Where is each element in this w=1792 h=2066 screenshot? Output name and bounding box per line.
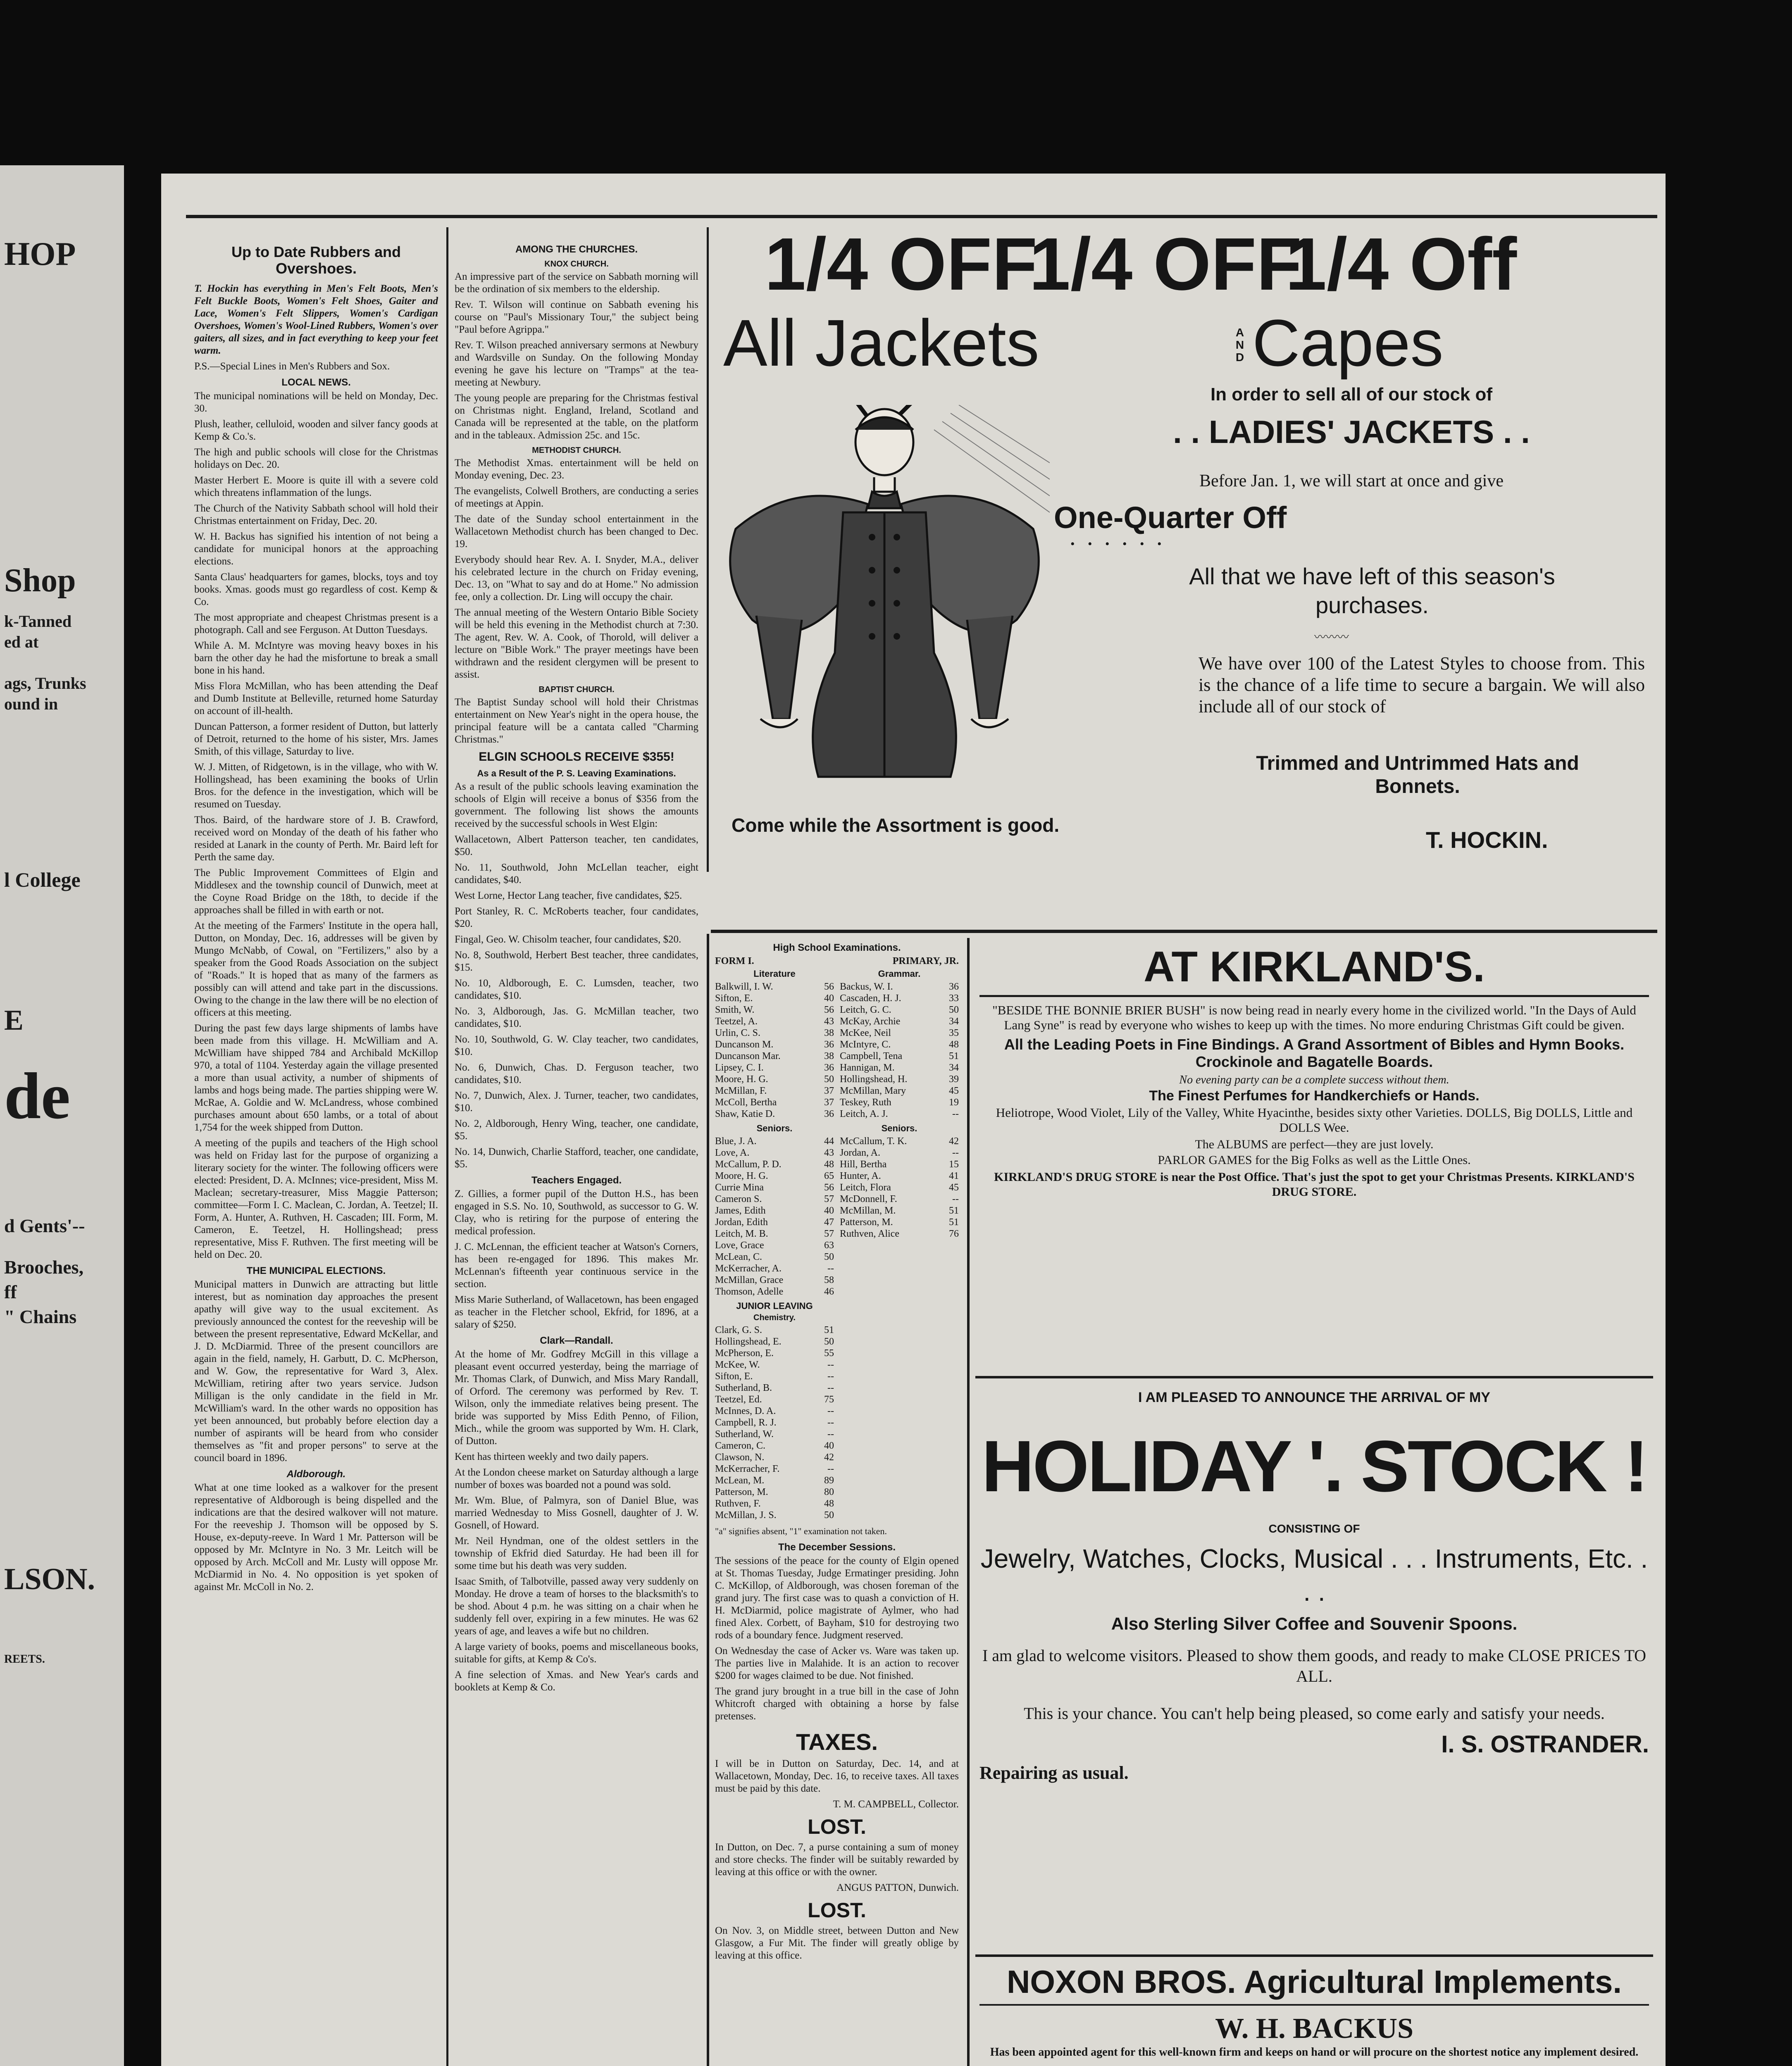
sell-line: In order to sell all of our stock of bbox=[1210, 384, 1493, 405]
kirkland-para-3: No evening party can be a complete success without them. bbox=[1179, 1073, 1449, 1086]
methodist-title: METHODIST CHURCH. bbox=[532, 446, 621, 455]
table-row: Moore, H. G. 50 bbox=[715, 1074, 834, 1085]
before-jan: Before Jan. 1, we will start at once and give bbox=[1199, 471, 1504, 490]
column-rule-3 bbox=[707, 934, 709, 2066]
elgin-para-10: No. 6, Dunwich, Chas. D. Ferguson teacher, two candidates, $10. bbox=[455, 1062, 698, 1085]
table-row: Leitch, G. C. 50 bbox=[840, 1004, 959, 1015]
elgin-title: ELGIN SCHOOLS RECEIVE $355! bbox=[479, 750, 674, 764]
table-row: Leitch, M. B. 57 bbox=[715, 1228, 834, 1239]
kirkland-para-4: The Finest Perfumes for Handkerchiefs or Hands. bbox=[1149, 1088, 1480, 1104]
grammar-title: Grammar. bbox=[878, 969, 921, 979]
kirkland-para-1: "BESIDE THE BONNIE BRIER BUSH" is now being read in nearly every home in the civilized world. "In the Days of Auld Lang Syne" is read by everyone who wishes to keep up with the times. No more enduring Christmas Gift could be given. bbox=[992, 1003, 1636, 1032]
kirkland-para-6: The ALBUMS are perfect—they are just lovely. bbox=[1195, 1138, 1434, 1151]
taxes-title: TAXES. bbox=[796, 1729, 878, 1755]
table-row: McCallum, T. K. 42 bbox=[840, 1136, 959, 1147]
elgin-para-3: West Lorne, Hector Lang teacher, five candidates, $25. bbox=[455, 890, 682, 901]
left-fragment-10: Brooches, bbox=[4, 1257, 84, 1278]
table-row: McKee, Neil 35 bbox=[840, 1028, 959, 1038]
table-row: Hollingshead, H. 39 bbox=[840, 1074, 959, 1085]
left-fragment-5: ound in bbox=[4, 695, 58, 713]
ladies-jackets: . . LADIES' JACKETS . . bbox=[1173, 414, 1530, 450]
column-rule-4 bbox=[967, 938, 970, 2066]
kirkland-bottom-rule bbox=[975, 1376, 1653, 1378]
table-row: McCallum, P. D. 48 bbox=[715, 1159, 834, 1170]
table-row: Lipsey, C. I. 36 bbox=[715, 1062, 834, 1073]
teachers-para-2: Miss Marie Sutherland, of Wallacetown, has been engaged as teacher in the Fletcher school, Ekfrid, for 1896, at a salary of $250. bbox=[455, 1294, 698, 1330]
local-news-para-5: W. H. Backus has signified his intention of not being a candidate for municipal honors at the approaching elections. bbox=[194, 531, 438, 567]
table-row: McColl, Bertha 37 bbox=[715, 1097, 834, 1108]
clark-para-0: At the home of Mr. Godfrey McGill in this village a pleasant event occurred yesterday, being the marriage of Mr. Thomas Clark, of Dunwich, and Miss Mary Randall, of Orford. The ceremony was performed by Rev. T. Wilson, only the immediate relatives being present. The bride was supported by Miss Edith Penno, of Filion, Mich., while the groom was supported by Wm. H. Clark, of Dutton. bbox=[455, 1349, 698, 1447]
table-row: Hollingshead, E. 50 bbox=[715, 1336, 834, 1347]
clark-para-4: Mr. Neil Hyndman, one of the oldest settlers in the township of Ekfrid died Saturday. He had been ill for some time but his death was very sudden. bbox=[455, 1535, 698, 1571]
noxon-title: NOXON BROS. Agricultural Implements. bbox=[1006, 1964, 1622, 2000]
hockin-signature: T. HOCKIN. bbox=[1426, 827, 1548, 853]
table-row: Campbell, R. J. -- bbox=[715, 1417, 834, 1428]
table-row: James, Edith 40 bbox=[715, 1205, 834, 1216]
top-rule bbox=[186, 215, 1657, 218]
local-news-para-7: The most appropriate and cheapest Christmas present is a photograph. Call and see Ferguson. At Dutton Tuesdays. bbox=[194, 612, 438, 636]
chemistry-title: Chemistry. bbox=[753, 1313, 796, 1322]
knox-para-1: Rev. T. Wilson will continue on Sabbath evening his course on "Paul's Missionary Tour," the subject being "Paul before Agrippa." bbox=[455, 299, 698, 335]
local-news-para-9: Miss Flora McMillan, who has been attending the Deaf and Dumb Institute at Belleville, returned home Saturday on account of ill-health. bbox=[194, 681, 438, 716]
municipal-para-0: Municipal matters in Dunwich are attracting but little interest, but as nomination day approaches the present apathy will give way to the usual excitement. As previously announced the contest for the reeveship will be between the present representative, Edward McKellar, and J. D. McDiarmid. Three of the present councillors are again in the field, namely, H. Garbutt, D. C. McPherson, and W. Gow, the representative for Ward 3, Alex. McWilliam, retiring after two years service. Judson Milligan is the only candidate in the field in Mr. McWilliam's ward. In the other wards no opposition has yet been announced, but probably before election day a number of aspirants will be heard from who consider themselves as "fit and proper persons" to serve at the council board in 1896. bbox=[194, 1279, 438, 1464]
local-news-para-12: Thos. Baird, of the hardware store of J. B. Crawford, received word on Monday of the death of his father who resided at Lanark in the county of Perth. Mr. Baird left for Perth the same day. bbox=[194, 814, 438, 863]
table-row: McLean, C. 50 bbox=[715, 1252, 834, 1262]
table-row: McMillan, Mary 45 bbox=[840, 1085, 959, 1096]
table-row: McPherson, E. 55 bbox=[715, 1348, 834, 1359]
elgin-para-9: No. 10, Southwold, G. W. Clay teacher, two candidates, $10. bbox=[455, 1034, 698, 1057]
table-row: McKerracher, A. -- bbox=[715, 1263, 834, 1274]
local-news-para-11: W. J. Mitten, of Ridgetown, is in the village, who with W. Hollingshead, has been examining the books of Urlin Bros. for the defence in the investigation, which will be resumed on Tuesday. bbox=[194, 762, 438, 810]
local-news-para-15: During the past few days large shipments of lambs have been made from this village. H. McWilliam and A. McWilliam have shipped 784 and Archibald McKillop 970, a total of 1104. Yesterday again the village presented a more than usual activity, a number of shipments of lambs and hogs being made. The parties shipping were W. McRae, A. Goldie and W. McLandress, whose combined purchases amount about 650 lambs, or a total of about 1,754 for the week shipped from Dutton. bbox=[194, 1023, 438, 1133]
kirkland-para-5: Heliotrope, Wood Violet, Lily of the Valley, White Hyacinthe, besides sixty other Varieties. DOLLS, Big DOLLS, Little and DOLLS Wee. bbox=[996, 1105, 1633, 1135]
aldborough-title: Aldborough. bbox=[286, 1469, 346, 1480]
quarter-off-3: 1/4 Off bbox=[1285, 223, 1517, 306]
table-row: Patterson, M. 51 bbox=[840, 1217, 959, 1228]
table-row: Backus, W. I. 36 bbox=[840, 981, 959, 992]
kirkland-para-8: KIRKLAND'S DRUG STORE is near the Post Office. That's just the spot to get your Christmas Presents. KIRKLAND'S DRUG STORE. bbox=[994, 1170, 1635, 1199]
table-row: Jordan, Edith 47 bbox=[715, 1217, 834, 1228]
kirkland-title: AT KIRKLAND'S. bbox=[1144, 943, 1485, 991]
local-news-para-4: The Church of the Nativity Sabbath school will hold their Christmas entertainment on Friday, Dec. 20. bbox=[194, 503, 438, 526]
lost-1-text: In Dutton, on Dec. 7, a purse containing a sum of money and store checks. The finder will be suitably rewarded by leaving at this office or with the owner. bbox=[715, 1842, 959, 1878]
elgin-para-13: No. 14, Dunwich, Charlie Stafford, teacher, one candidate, $5. bbox=[455, 1146, 698, 1170]
local-news-para-1: Plush, leather, celluloid, wooden and silver fancy goods at Kemp & Co.'s. bbox=[194, 419, 438, 442]
table-row: Jordan, A. -- bbox=[840, 1147, 959, 1158]
clark-para-6: A large variety of books, poems and miscellaneous books, suitable for gifts, at Kemp & Co's. bbox=[455, 1641, 698, 1665]
methodist-para-0: The Methodist Xmas. entertainment will be held on Monday evening, Dec. 23. bbox=[455, 457, 698, 481]
table-row: Blue, J. A. 44 bbox=[715, 1136, 834, 1147]
table-row: Sutherland, W. -- bbox=[715, 1429, 834, 1440]
column-2 bbox=[455, 240, 698, 2066]
table-row: Love, A. 43 bbox=[715, 1147, 834, 1158]
lost-2-title: LOST. bbox=[808, 1899, 866, 1922]
table-row: Leitch, A. J. -- bbox=[840, 1109, 959, 1119]
junior-leaving-title: JUNIOR LEAVING bbox=[736, 1301, 813, 1311]
holiday-chance: This is your chance. You can't help being pleased, so come early and satisfy your needs. bbox=[1024, 1704, 1605, 1723]
methodist-para-1: The evangelists, Colwell Brothers, are conducting a series of meetings at Appin. bbox=[455, 486, 698, 509]
noxon-appointed: Has been appointed agent for this well-known firm and keeps on hand or will procure on the shortest notice any implement desired. bbox=[990, 2046, 1639, 2059]
holiday-jewelry: Jewelry, Watches, Clocks, Musical . . . Instruments, Etc. . . . bbox=[980, 1544, 1648, 1607]
table-row: Campbell, Tena 51 bbox=[840, 1051, 959, 1062]
table-row: McLean, M. 89 bbox=[715, 1475, 834, 1486]
elgin-para-8: No. 3, Aldborough, Jas. G. McMillan teacher, two candidates, $10. bbox=[455, 1006, 698, 1029]
column-rule-2 bbox=[707, 227, 709, 872]
kirkland-ad bbox=[979, 942, 1649, 1376]
left-fragment-2: k-Tanned bbox=[4, 612, 72, 631]
elgin-para-11: No. 7, Dunwich, Alex. J. Turner, teacher, two candidates, $10. bbox=[455, 1090, 698, 1114]
knox-para-0: An impressive part of the service on Sabbath morning will be the ordination of six members to the eldership. bbox=[455, 271, 698, 295]
kirkland-divider bbox=[979, 995, 1649, 997]
we-have: We have over 100 of the Latest Styles to choose from. This is the chance of a life time to secure a bargain. We will also include all of our stock of bbox=[1199, 653, 1645, 716]
elgin-para-12: No. 2, Aldborough, Henry Wing, teacher, one candidate, $5. bbox=[455, 1118, 698, 1142]
literature-title: Literature bbox=[753, 969, 796, 979]
local-news-para-0: The municipal nominations will be held on Monday, Dec. 30. bbox=[194, 390, 438, 414]
table-row: Ruthven, F. 48 bbox=[715, 1498, 834, 1509]
table-row: Leitch, Flora 45 bbox=[840, 1182, 959, 1193]
elgin-para-7: No. 10, Aldborough, E. C. Lumsden, teacher, two candidates, $10. bbox=[455, 978, 698, 1001]
table-row: Teetzel, A. 43 bbox=[715, 1016, 834, 1027]
seniors-title: Seniors. bbox=[756, 1123, 793, 1133]
jackets-ad bbox=[715, 223, 1649, 926]
holiday-stock-ad bbox=[979, 1388, 1649, 1946]
quarter-off-2: 1/4 OFF bbox=[1029, 223, 1302, 306]
left-fragment-0: HOP bbox=[4, 236, 76, 272]
table-row: McKee, W. -- bbox=[715, 1359, 834, 1370]
sessions-para-2: The grand jury brought in a true bill in the case of John Whitcroft charged with obtaining a horse by false pretenses. bbox=[715, 1686, 959, 1722]
baptist-text: The Baptist Sunday school will hold their Christmas entertainment on New Year's night in the opera house, the principal feature will be a cantata called "Charming Christmas." bbox=[455, 697, 698, 745]
come-while: Come while the Assortment is good. bbox=[732, 814, 1060, 836]
backus-name: W. H. BACKUS bbox=[1215, 2013, 1413, 2045]
one-quarter-off: One-Quarter Off bbox=[1054, 500, 1287, 535]
left-fragment-12: " Chains bbox=[4, 1306, 77, 1327]
table-row: Urlin, C. S. 38 bbox=[715, 1028, 834, 1038]
holiday-welcome: I am glad to welcome visitors. Pleased to show them goods, and ready to make CLOSE PRICES TO ALL. bbox=[982, 1646, 1647, 1685]
local-news-para-16: A meeting of the pupils and teachers of the High school was held on Friday last for the purpose of organizing a literary society for the winter. The following officers were elected: President, D. A. McInnes; vice-president, Miss M. Maclean; secretary-treasurer, Miss Maggie Patterson; committee—Form I. C. Maclean, C. Jordan, A. Teetzel; II. Form, A. Hunter, A. Ruthven, H. Cascaden; III. Form, M. Cameron, E. Teetzel, H. Hollingshead; press representative, Miss F. Ruthven. The first meeting will be held on Dec. 20. bbox=[194, 1138, 438, 1260]
table-row: Patterson, M. 80 bbox=[715, 1487, 834, 1497]
sessions-title: The December Sessions. bbox=[778, 1542, 896, 1553]
ostrander-signature: I. S. OSTRANDER. bbox=[1441, 1731, 1649, 1758]
clark-para-2: At the London cheese market on Saturday although a large number of boxes was boarded not a pound was sold. bbox=[455, 1467, 698, 1490]
local-news-para-13: The Public Improvement Committees of Elgin and Middlesex and the township council of Dunwich, meet at the Coyne Road Bridge on the 18th, to decide if the approaches shall be filled in with earth or not. bbox=[194, 867, 438, 916]
elgin-para-4: Port Stanley, R. C. McRoberts teacher, four candidates, $20. bbox=[455, 906, 698, 929]
form-one-label: FORM I. bbox=[715, 956, 754, 966]
methodist-para-3: Everybody should hear Rev. A. I. Snyder, M.A., deliver his celebrated lecture in the church on Friday evening, Dec. 13, on "What to say and do at Home." No admission fee, only a collection. Dr. Ling will occupy the chair. bbox=[455, 554, 698, 602]
table-row: McKerracher, F. -- bbox=[715, 1464, 834, 1474]
baptist-title: BAPTIST CHURCH. bbox=[539, 685, 615, 694]
aldborough-text: What at one time looked as a walkover for the present representative of Aldborough is being dispelled and the indications are that the desired walkover will not mature. For the reeveship J. Thomson will be opposed by S. House, ex-deputy-reeve. In Ward 1 Mr. Patterson will be opposed by Mr. McIntyre in No. 3 Mr. Leitch will be opposed by Arch. McColl and Mr. Lusty will oppose Mr. McDiarmid in No. 4. No opposition is yet spoken of against Mr. McColl in No. 2. bbox=[194, 1482, 438, 1592]
headline-and: AND bbox=[1235, 326, 1244, 364]
left-fragment-1: Shop bbox=[4, 562, 76, 599]
left-fragment-3: ed at bbox=[4, 633, 39, 651]
previous-page-edge bbox=[0, 165, 124, 2066]
teachers-para-1: J. C. McLennan, the efficient teacher at Watson's Corners, has been re-engaged for 1896. This makes Mr. McLennan's fifteenth year continuous service in the section. bbox=[455, 1241, 698, 1290]
left-fragment-7: E bbox=[4, 1004, 24, 1036]
kirkland-para-2: All the Leading Poets in Fine Bindings. A Grand Assortment of Bibles and Hymn Books. Crockinole and Bagatelle Boards. bbox=[1004, 1036, 1625, 1070]
holiday-repairing: Repairing as usual. bbox=[979, 1763, 1129, 1783]
headline-all-jackets: All Jackets bbox=[723, 306, 1039, 380]
sessions-para-0: The sessions of the peace for the county of Elgin opened at St. Thomas Tuesday, Judge Ermatinger presiding. John C. McKillop, of Aldborough, was chosen foreman of the grand jury. The first case was to quash a conviction of H. H. McDiarmid, police magistrate of Aylmer, who had fined Alex. Corbett, of Bayham, $10 for destroying two rods of a boundary fence. Judgment reserved. bbox=[715, 1555, 959, 1641]
holiday-headline: HOLIDAY '. STOCK ! bbox=[982, 1426, 1647, 1507]
clark-title: Clark—Randall. bbox=[540, 1335, 613, 1346]
local-news-para-3: Master Herbert E. Moore is quite ill with a severe cold which threatens inflammation of the lungs. bbox=[194, 475, 438, 498]
table-row: Duncanson M. 36 bbox=[715, 1039, 834, 1050]
table-row: Sutherland, B. -- bbox=[715, 1383, 834, 1393]
left-fragment-14: REETS. bbox=[4, 1653, 45, 1666]
methodist-para-4: The annual meeting of the Western Ontario Bible Society will be held this evening in the Methodist church at 7:30. The agent, Rev. W. A. Cook, of Thorold, will deliver a lecture on "Bible Work." The prayer meetings have been withdrawn and the resident clergymen will be present to assist. bbox=[455, 607, 698, 680]
taxes-text: I will be in Dutton on Saturday, Dec. 14, and at Wallacetown, Monday, Dec. 16, to receive taxes. All taxes must be paid by this date. bbox=[715, 1758, 959, 1794]
seniors2-title: Seniors. bbox=[881, 1123, 917, 1133]
elgin-sub: As a Result of the P. S. Leaving Examinations. bbox=[477, 768, 676, 778]
table-row: Balkwill, I. W. 56 bbox=[715, 981, 834, 992]
lost-1-title: LOST. bbox=[808, 1815, 866, 1838]
lost-2-text: On Nov. 3, on Middle street, between Dutton and New Glasgow, a Fur Mit. The finder will greatly oblige by leaving at this office. bbox=[715, 1925, 959, 1961]
rubbers-title: Up to Date Rubbers and Overshoes. bbox=[231, 244, 401, 277]
taxes-signature: T. M. CAMPBELL, Collector. bbox=[833, 1799, 959, 1810]
local-news-para-6: Santa Claus' headquarters for games, blocks, toys and toy books. Xmas. goods must go regardless of cost. Kemp & Co. bbox=[194, 571, 438, 607]
holiday-announce: I AM PLEASED TO ANNOUNCE THE ARRIVAL OF MY bbox=[1138, 1390, 1490, 1405]
clark-para-7: A fine selection of Xmas. and New Year's cards and booklets at Kemp & Co. bbox=[455, 1669, 698, 1693]
clark-para-3: Mr. Wm. Blue, of Palmyra, son of Daniel Blue, was married Wednesday to Miss Gosnell, daughter of J. W. Gosnell, of Howard. bbox=[455, 1495, 698, 1531]
clark-para-1: Kent has thirteen weekly and two daily papers. bbox=[455, 1451, 649, 1462]
table-row: Duncanson Mar. 38 bbox=[715, 1051, 834, 1062]
holiday-sterling: Also Sterling Silver Coffee and Souvenir Spoons. bbox=[1111, 1614, 1518, 1633]
table-row: McIntyre, C. 48 bbox=[840, 1039, 959, 1050]
table-row: Sifton, E. 40 bbox=[715, 993, 834, 1004]
holiday-bottom-rule bbox=[975, 1954, 1653, 1957]
left-fragment-9: d Gents'-- bbox=[4, 1215, 85, 1236]
lady-in-jacket-illustration bbox=[719, 405, 1050, 810]
knox-para-3: The young people are preparing for the Christmas festival on Christmas night. England, Ireland, Scotland and Canada will be represented at the table, on the platform and in the tableaux. Admission 25c. and 15c. bbox=[455, 393, 698, 441]
elgin-para-0: As a result of the public schools leaving examination the schools of Elgin will receive a bonus of $356 from the government. The following list shows the amounts received by the successful schools in West Elgin: bbox=[455, 781, 698, 829]
table-row: Cascaden, H. J. 33 bbox=[840, 993, 959, 1004]
holiday-consisting: CONSISTING OF bbox=[1268, 1522, 1360, 1535]
clark-para-5: Isaac Smith, of Talbotville, passed away very suddenly on Monday. He drove a team of horses to the blacksmith's to be shod. About 4 p.m. he was sitting on a chair when he suddenly fell over, expiring in a few minutes. He was 62 years of age, and leaves a wife but no children. bbox=[455, 1576, 698, 1637]
table-row: McInnes, D. A. -- bbox=[715, 1406, 834, 1416]
local-news-para-10: Duncan Patterson, a former resident of Dutton, but latterly of Detroit, returned to the home of his sister, Mrs. James Smith, of this village, Saturday to live. bbox=[194, 721, 438, 757]
lost-1-signature: ANGUS PATTON, Dunwich. bbox=[836, 1882, 959, 1893]
table-row: Cameron S. 57 bbox=[715, 1194, 834, 1204]
left-fragment-4: ags, Trunks bbox=[4, 674, 86, 693]
left-fragment-13: LSON. bbox=[4, 1562, 95, 1596]
table-row: Shaw, Katie D. 36 bbox=[715, 1109, 834, 1119]
local-news-para-8: While A. M. McIntyre was moving heavy boxes in his barn the other day he had the misfortune to break a small bone in his hand. bbox=[194, 640, 438, 676]
rubbers-ps: P.S.—Special Lines in Men's Rubbers and Sox. bbox=[194, 361, 390, 372]
table-row: Hill, Bertha 15 bbox=[840, 1159, 959, 1170]
methodist-para-2: The date of the Sunday school entertainment in the Wallacetown Methodist church has been changed to Dec. 19. bbox=[455, 514, 698, 550]
noxon-divider bbox=[979, 2004, 1649, 2006]
table-row: McMillan, Grace 58 bbox=[715, 1275, 834, 1285]
table-row: McMillan, J. S. 50 bbox=[715, 1510, 834, 1521]
column-rule-1 bbox=[446, 227, 448, 2066]
table-row: Hunter, A. 41 bbox=[840, 1171, 959, 1181]
kirkland-para-7: PARLOR GAMES for the Big Folks as well as the Little Ones. bbox=[1158, 1153, 1471, 1167]
grammar-list bbox=[840, 967, 959, 1521]
left-fragment-11: ff bbox=[4, 1281, 17, 1302]
jackets-bottom-rule bbox=[711, 930, 1657, 933]
table-row: Thomson, Adelle 46 bbox=[715, 1286, 834, 1297]
churches-title: AMONG THE CHURCHES. bbox=[515, 244, 638, 255]
rubbers-body: T. Hockin has everything in Men's Felt Boots, Men's Felt Buckle Boots, Women's Felt Shoes, Gaiter and Lace, Women's Felt Slippers, Women's Cardigan Overshoes, Women's Wool-Lined Rubbers, Women's over gaiters, all sizes, and in fact everything to keep your feet warm. bbox=[194, 283, 438, 356]
table-row: Sifton, E. -- bbox=[715, 1371, 834, 1382]
local-news-para-2: The high and public schools will close for the Christmas holidays on Dec. 20. bbox=[194, 447, 438, 470]
local-news-title: LOCAL NEWS. bbox=[281, 377, 351, 388]
elgin-para-6: No. 8, Southwold, Herbert Best teacher, three candidates, $15. bbox=[455, 950, 698, 973]
table-row: Love, Grace 63 bbox=[715, 1240, 834, 1251]
left-fragment-8: de bbox=[4, 1059, 70, 1133]
table-row: Clawson, N. 42 bbox=[715, 1452, 834, 1463]
table-row: Hannigan, M. 34 bbox=[840, 1062, 959, 1073]
local-news-para-14: At the meeting of the Farmers' Institute in the opera hall, Dutton, on Monday, Dec. 16, addresses will be given by Mungo McNabb, of Cowal, on "Fertilizers," also by a speaker from the Good Roads Association on the subject of "Roads." It is hoped that as many of the farmers as possibly can will attend and take part in the discussions. Owing to the change in the law there will be no election of officers at this meeting. bbox=[194, 920, 438, 1018]
all-left: All that we have left of this season's purchases. bbox=[1189, 563, 1555, 618]
trimmed-hats: Trimmed and Untrimmed Hats and Bonnets. bbox=[1256, 752, 1579, 797]
quarter-off-1: 1/4 OFF bbox=[765, 223, 1038, 306]
table-row: Teetzel, Ed. 75 bbox=[715, 1394, 834, 1405]
table-row: McMillan, M. 51 bbox=[840, 1205, 959, 1216]
table-row: Moore, H. G. 65 bbox=[715, 1171, 834, 1181]
newspaper-page bbox=[161, 174, 1666, 2066]
elgin-para-2: No. 11, Southwold, John McLellan teacher, eight candidates, $40. bbox=[455, 862, 698, 885]
table-row: McKay, Archie 34 bbox=[840, 1016, 959, 1027]
noxon-ad bbox=[979, 1963, 1649, 2066]
table-row: Ruthven, Alice 76 bbox=[840, 1228, 959, 1239]
knox-title: KNOX CHURCH. bbox=[544, 259, 609, 269]
teachers-para-0: Z. Gillies, a former pupil of the Dutton H.S., has been engaged in S.S. No. 10, Southwold, as successor to G. W. Clay, who is retiring for the purpose of entering the medical profession. bbox=[455, 1188, 698, 1237]
sessions-para-1: On Wednesday the case of Acker vs. Ware was taken up. The parties live in Malahide. It is an action to recover $200 for wages claimed to be due. Not finished. bbox=[715, 1645, 959, 1681]
headline-capes: Capes bbox=[1252, 306, 1444, 380]
table-row: Teskey, Ruth 19 bbox=[840, 1097, 959, 1108]
knox-para-2: Rev. T. Wilson preached anniversary sermons at Newbury and Wardsville on Sunday. On the following Monday evening he gave his lecture on "Tramps" at the tea-meeting at Newbury. bbox=[455, 340, 698, 388]
literature-list bbox=[715, 967, 834, 1521]
teachers-title: Teachers Engaged. bbox=[531, 1175, 622, 1186]
dot-divider: • • • • • • bbox=[1070, 537, 1167, 551]
column-3 bbox=[715, 938, 959, 2066]
table-row: Clark, G. S. 51 bbox=[715, 1325, 834, 1335]
elgin-para-5: Fingal, Geo. W. Chisolm teacher, four candidates, $20. bbox=[455, 934, 682, 945]
left-fragment-6: l College bbox=[4, 868, 81, 891]
elgin-para-1: Wallacetown, Albert Patterson teacher, ten candidates, $50. bbox=[455, 834, 698, 857]
primary-label: PRIMARY, JR. bbox=[892, 956, 959, 966]
exams-title: High School Examinations. bbox=[773, 942, 901, 953]
table-row: McDonnell, F. -- bbox=[840, 1194, 959, 1204]
column-1 bbox=[194, 244, 438, 2066]
wave-divider: 〰〰〰 bbox=[1314, 631, 1349, 644]
table-row: Currie Mina 56 bbox=[715, 1182, 834, 1193]
table-row: Cameron, C. 40 bbox=[715, 1440, 834, 1451]
exams-note: "a" signifies absent, "1" examination not taken. bbox=[715, 1526, 887, 1536]
table-row: McMillan, F. 37 bbox=[715, 1085, 834, 1096]
table-row: Smith, W. 56 bbox=[715, 1004, 834, 1015]
municipal-title: THE MUNICIPAL ELECTIONS. bbox=[246, 1265, 386, 1276]
